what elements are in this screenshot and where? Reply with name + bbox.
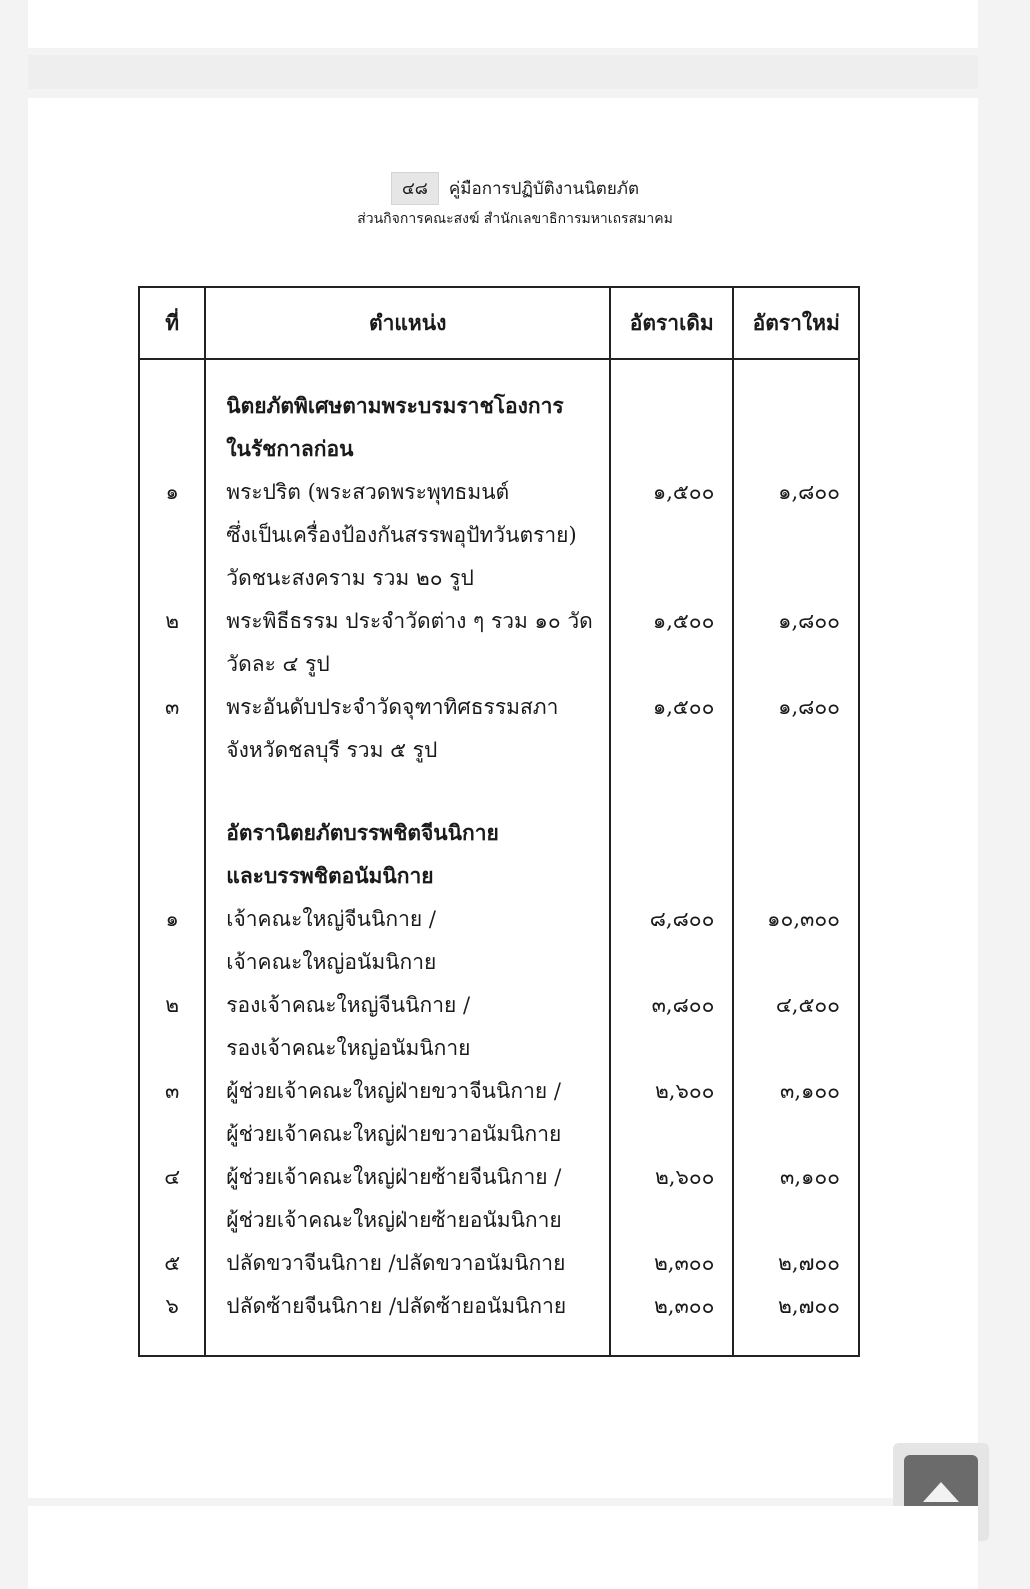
position-cell: รองเจ้าคณะใหญ่อนัมนิกาย	[205, 1027, 610, 1070]
old-rate-cell	[610, 557, 733, 600]
position-cell: ปลัดขวาจีนนิกาย /ปลัดขวาอนัมนิกาย	[205, 1242, 610, 1285]
old-rate-cell	[610, 1113, 733, 1156]
row-number-cell: ๓	[139, 1070, 205, 1113]
position-cell: เจ้าคณะใหญ่จีนนิกาย /	[205, 898, 610, 941]
new-rate-cell	[733, 557, 859, 600]
position-cell: ผู้ช่วยเจ้าคณะใหญ่ฝ่ายซ้ายอนัมนิกาย	[205, 1199, 610, 1242]
new-rate-cell	[733, 428, 859, 471]
position-cell: ผู้ช่วยเจ้าคณะใหญ่ฝ่ายขวาจีนนิกาย /	[205, 1070, 610, 1113]
new-rate-cell	[733, 812, 859, 855]
rate-table	[138, 286, 860, 1357]
row-number-cell: ๔	[139, 1156, 205, 1199]
row-number-cell	[139, 385, 205, 428]
position-cell: ผู้ช่วยเจ้าคณะใหญ่ฝ่ายขวาอนัมนิกาย	[205, 1113, 610, 1156]
row-number-cell	[139, 941, 205, 984]
row-number-cell	[139, 729, 205, 772]
table-body	[139, 359, 859, 1356]
table-row	[139, 941, 859, 984]
new-rate-cell	[733, 1027, 859, 1070]
new-rate-cell: ๑,๘๐๐	[733, 686, 859, 729]
table-row	[139, 1285, 859, 1328]
row-number-cell	[139, 1199, 205, 1242]
position-cell: ปลัดซ้ายจีนนิกาย /ปลัดซ้ายอนัมนิกาย	[205, 1285, 610, 1328]
new-rate-cell: ๔,๕๐๐	[733, 984, 859, 1027]
row-number-cell: ๓	[139, 686, 205, 729]
old-rate-cell: ๒,๓๐๐	[610, 1285, 733, 1328]
new-rate-cell: ๒,๗๐๐	[733, 1285, 859, 1328]
old-rate-cell: ๘,๘๐๐	[610, 898, 733, 941]
position-cell: ซึ่งเป็นเครื่องป้องกันสรรพอุปัทวันตราย)	[205, 514, 610, 557]
position-cell: เจ้าคณะใหญ่อนัมนิกาย	[205, 941, 610, 984]
table-row	[139, 514, 859, 557]
table-row	[139, 1113, 859, 1156]
old-rate-cell: ๒,๖๐๐	[610, 1156, 733, 1199]
position-cell: พระอันดับประจำวัดจุฑาทิศธรรมสภา	[205, 686, 610, 729]
new-rate-cell: ๑,๘๐๐	[733, 600, 859, 643]
row-number-cell: ๒	[139, 984, 205, 1027]
row-number-cell	[139, 514, 205, 557]
new-rate-cell: ๑,๘๐๐	[733, 471, 859, 514]
row-number-cell: ๑	[139, 898, 205, 941]
section-heading-row	[139, 812, 859, 855]
new-rate-cell	[733, 1113, 859, 1156]
row-number-cell	[139, 855, 205, 898]
book-title: คู่มือการปฏิบัติงานนิตยภัต	[448, 179, 640, 199]
position-cell: ผู้ช่วยเจ้าคณะใหญ่ฝ่ายซ้ายจีนนิกาย /	[205, 1156, 610, 1199]
column-header-position: ตำแหน่ง	[205, 287, 610, 359]
triangle-up-icon	[922, 1481, 960, 1503]
position-cell: พระพิธีธรรม ประจำวัดต่าง ๆ รวม ๑๐ วัด	[205, 600, 610, 643]
section-heading-row	[139, 428, 859, 471]
table-row	[139, 1070, 859, 1113]
table-row	[139, 471, 859, 514]
new-rate-cell: ๓,๑๐๐	[733, 1070, 859, 1113]
row-number-cell	[139, 1027, 205, 1070]
table-row	[139, 984, 859, 1027]
new-rate-cell	[733, 855, 859, 898]
position-cell: นิตยภัตพิเศษตามพระบรมราชโองการ	[205, 385, 610, 428]
old-rate-cell	[610, 428, 733, 471]
old-rate-cell: ๒,๖๐๐	[610, 1070, 733, 1113]
row-number-cell	[139, 428, 205, 471]
next-page-edge	[28, 1506, 978, 1589]
new-rate-cell	[733, 514, 859, 557]
position-cell: วัดละ ๔ รูป	[205, 643, 610, 686]
old-rate-cell	[610, 643, 733, 686]
new-rate-cell	[733, 385, 859, 428]
table-row	[139, 729, 859, 772]
table-row	[139, 557, 859, 600]
column-header-no: ที่	[139, 287, 205, 359]
position-cell: วัดชนะสงคราม รวม ๒๐ รูป	[205, 557, 610, 600]
row-number-cell: ๑	[139, 471, 205, 514]
section-heading-row	[139, 385, 859, 428]
new-rate-cell	[733, 941, 859, 984]
new-rate-cell: ๓,๑๐๐	[733, 1156, 859, 1199]
new-rate-cell: ๑๐,๓๐๐	[733, 898, 859, 941]
column-header-old-rate: อัตราเดิม	[610, 287, 733, 359]
page-header	[0, 172, 1030, 205]
page-subtitle: ส่วนกิจการคณะสงฆ์ สำนักเลขาธิการมหาเถรสมาคม	[357, 211, 673, 227]
old-rate-cell: ๒,๓๐๐	[610, 1242, 733, 1285]
position-cell: จังหวัดชลบุรี รวม ๕ รูป	[205, 729, 610, 772]
row-number-cell: ๒	[139, 600, 205, 643]
column-header-new-rate: อัตราใหม่	[733, 287, 859, 359]
position-cell: ในรัชกาลก่อน	[205, 428, 610, 471]
row-number-cell	[139, 1113, 205, 1156]
old-rate-cell: ๑,๕๐๐	[610, 686, 733, 729]
table-row	[139, 1199, 859, 1242]
position-cell: และบรรพชิตอนัมนิกาย	[205, 855, 610, 898]
old-rate-cell	[610, 855, 733, 898]
page-number: ๔๘	[391, 172, 439, 205]
table-row	[139, 686, 859, 729]
old-rate-cell	[610, 1027, 733, 1070]
page-gap	[28, 55, 978, 89]
table-row	[139, 1027, 859, 1070]
table-spacer-row	[139, 772, 859, 812]
section-heading-row	[139, 855, 859, 898]
new-rate-cell: ๒,๗๐๐	[733, 1242, 859, 1285]
table-padding-row	[139, 1328, 859, 1356]
old-rate-cell	[610, 941, 733, 984]
new-rate-cell	[733, 1199, 859, 1242]
table-row	[139, 600, 859, 643]
position-cell: พระปริต (พระสวดพระพุทธมนต์	[205, 471, 610, 514]
old-rate-cell: ๓,๘๐๐	[610, 984, 733, 1027]
old-rate-cell	[610, 812, 733, 855]
old-rate-cell	[610, 514, 733, 557]
row-number-cell: ๕	[139, 1242, 205, 1285]
position-cell: รองเจ้าคณะใหญ่จีนนิกาย /	[205, 984, 610, 1027]
row-number-cell	[139, 557, 205, 600]
row-number-cell	[139, 812, 205, 855]
new-rate-cell	[733, 729, 859, 772]
old-rate-cell	[610, 729, 733, 772]
table-padding-row	[139, 359, 859, 385]
old-rate-cell	[610, 1199, 733, 1242]
new-rate-cell	[733, 643, 859, 686]
table-header-row	[139, 287, 859, 359]
top-page-edge	[28, 0, 978, 48]
old-rate-cell	[610, 385, 733, 428]
old-rate-cell: ๑,๕๐๐	[610, 471, 733, 514]
row-number-cell: ๖	[139, 1285, 205, 1328]
table-row	[139, 898, 859, 941]
table-row	[139, 643, 859, 686]
position-cell: อัตรานิตยภัตบรรพชิตจีนนิกาย	[205, 812, 610, 855]
table-row	[139, 1242, 859, 1285]
old-rate-cell: ๑,๕๐๐	[610, 600, 733, 643]
row-number-cell	[139, 643, 205, 686]
table-row	[139, 1156, 859, 1199]
